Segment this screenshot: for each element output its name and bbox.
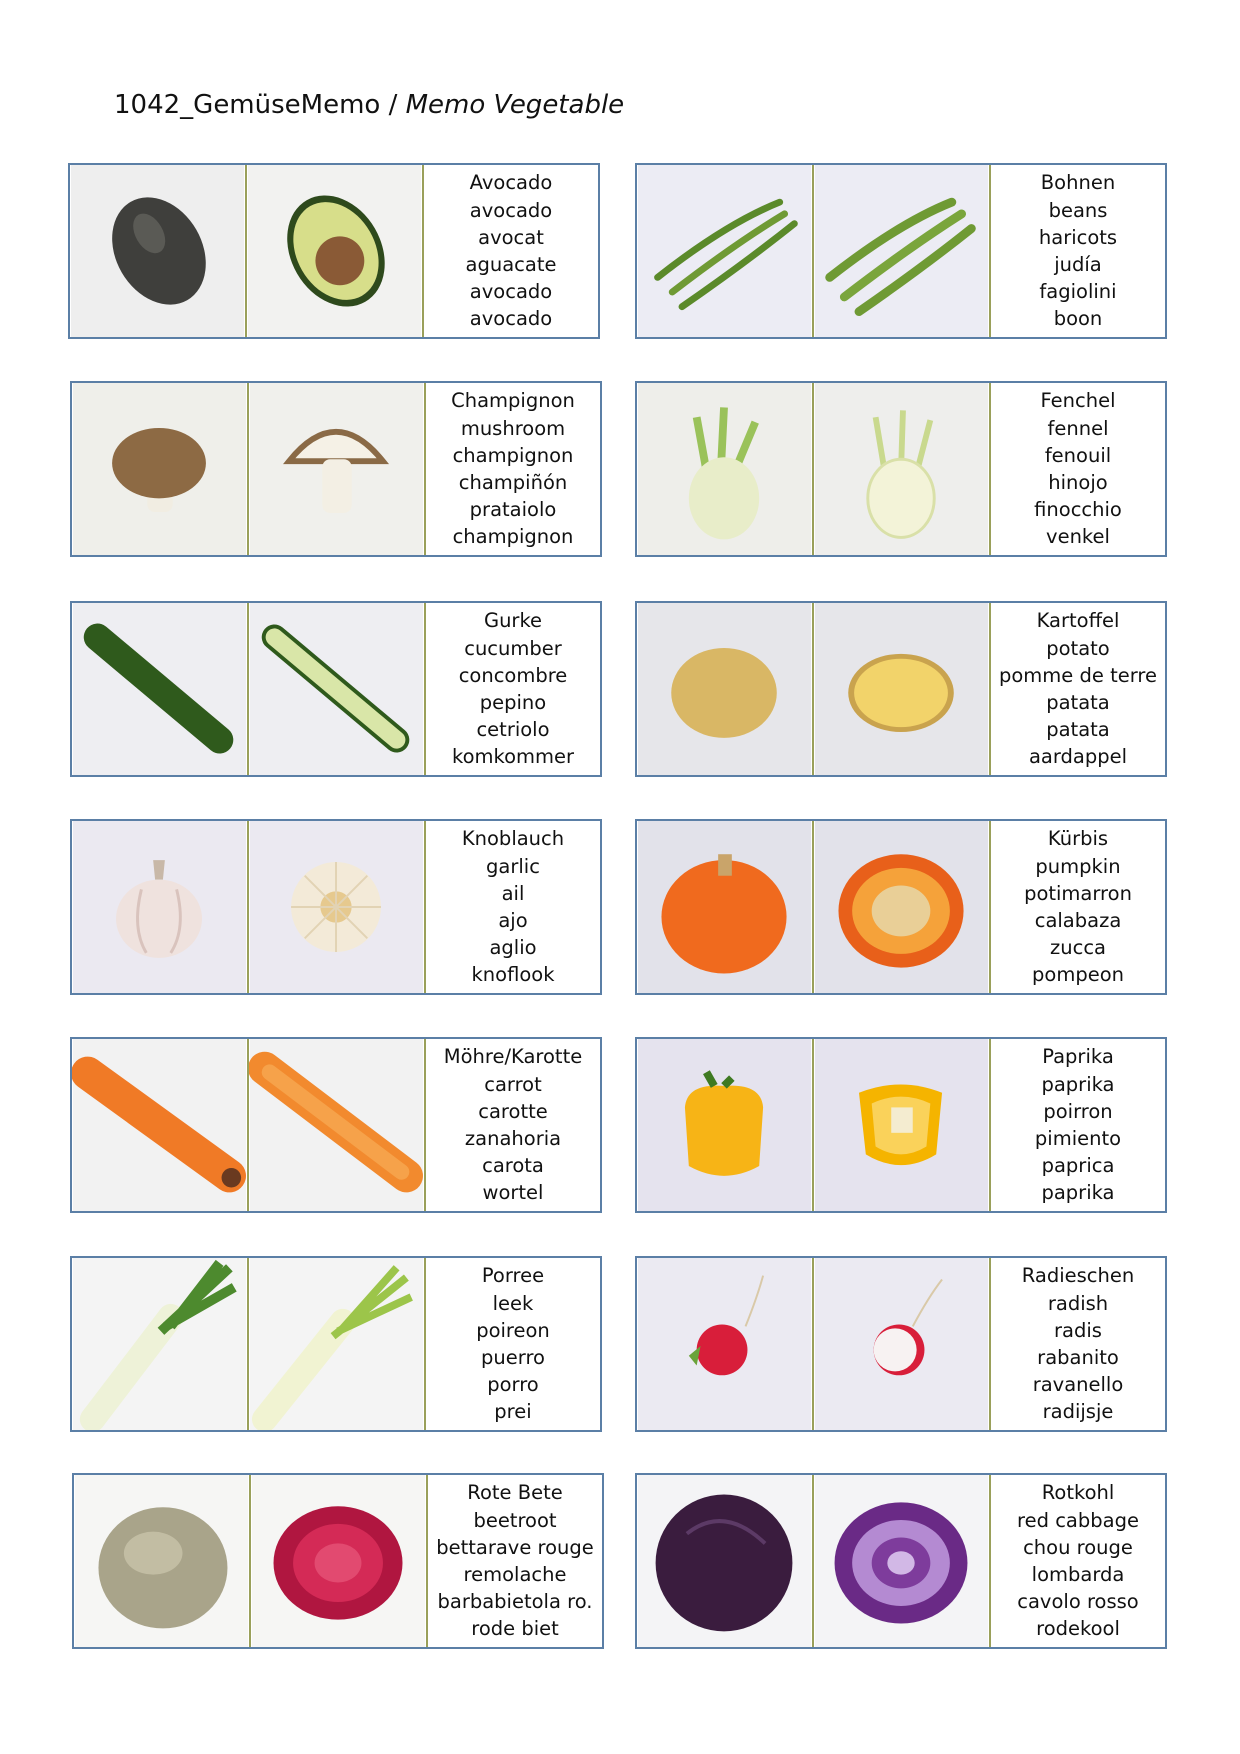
word-fr: fenouil <box>1044 443 1112 467</box>
word-es: pepino <box>479 691 547 714</box>
word-nl: boon <box>1053 307 1103 331</box>
word-fr: concombre <box>458 663 568 687</box>
beetroot-whole-photo <box>74 1475 251 1647</box>
garlic-half-photo <box>249 821 426 993</box>
title-italic: Memo Vegetable <box>405 90 625 120</box>
fennel-whole-photo <box>637 383 814 555</box>
card-words <box>426 603 600 775</box>
card-words <box>991 821 1165 993</box>
word-en: carrot <box>484 1072 542 1096</box>
word-en: leek <box>492 1291 534 1315</box>
word-de: Rotkohl <box>1041 1481 1115 1505</box>
word-de: Fenchel <box>1040 389 1116 413</box>
word-de: Bohnen <box>1040 171 1116 195</box>
word-nl: knoflook <box>471 963 555 987</box>
red-cabbage-half-photo <box>814 1475 991 1647</box>
leek-whole-photo <box>72 1258 249 1430</box>
word-de: Rote Bete <box>467 1481 563 1505</box>
word-fr: radis <box>1054 1318 1102 1342</box>
word-es: patata <box>1046 691 1110 714</box>
leek-sliced-photo <box>249 1258 426 1430</box>
card-words <box>991 165 1165 337</box>
word-it: ravanello <box>1032 1373 1124 1397</box>
red-cabbage-whole-photo <box>637 1475 814 1647</box>
beans-whole-photo <box>637 165 814 337</box>
cucumber-whole-photo <box>72 603 249 775</box>
word-es: ajo <box>498 909 528 932</box>
card-words <box>424 165 598 337</box>
mushroom-half-photo <box>249 383 426 555</box>
radish-whole-photo <box>637 1258 814 1430</box>
word-nl: prei <box>494 1400 532 1424</box>
word-it: barbabietola ro. <box>437 1590 593 1614</box>
word-it: fagiolini <box>1039 280 1117 304</box>
card-words <box>428 1475 602 1647</box>
card-leek[interactable] <box>70 1256 602 1432</box>
cucumber-sliced-photo <box>249 603 426 775</box>
word-it: paprica <box>1041 1154 1115 1178</box>
word-es: calabaza <box>1034 909 1122 932</box>
potato-whole-photo <box>637 603 814 775</box>
carrot-sliced-photo <box>249 1039 426 1211</box>
word-fr: champignon <box>452 443 574 467</box>
word-de: Paprika <box>1042 1045 1114 1069</box>
word-en: mushroom <box>460 416 566 440</box>
word-en: radish <box>1047 1291 1109 1315</box>
card-words <box>426 1039 600 1211</box>
word-nl: radijsje <box>1042 1400 1114 1424</box>
word-en: garlic <box>486 854 540 878</box>
word-fr: carotte <box>478 1099 548 1123</box>
title-plain: 1042_GemüseMemo / <box>114 90 398 120</box>
word-fr: pomme de terre <box>999 663 1157 687</box>
word-es: lombarda <box>1031 1563 1125 1586</box>
word-de: Champignon <box>451 389 575 413</box>
word-nl: aardappel <box>1028 745 1128 769</box>
word-es: hinojo <box>1048 471 1108 494</box>
word-es: aguacate <box>465 253 557 276</box>
card-words <box>991 383 1165 555</box>
pumpkin-whole-photo <box>637 821 814 993</box>
word-fr: potimarron <box>1024 881 1132 905</box>
word-en: red cabbage <box>1017 1508 1139 1532</box>
garlic-whole-photo <box>72 821 249 993</box>
paprika-half-photo <box>814 1039 991 1211</box>
card-words <box>426 821 600 993</box>
card-words <box>991 603 1165 775</box>
word-fr: avocat <box>478 225 544 249</box>
carrot-whole-photo <box>72 1039 249 1211</box>
word-fr: haricots <box>1038 225 1118 249</box>
word-fr: bettarave rouge <box>436 1535 594 1559</box>
word-it: porro <box>487 1373 539 1397</box>
word-en: potato <box>1046 636 1110 660</box>
word-es: champiñón <box>458 471 568 494</box>
card-carrot[interactable] <box>70 1037 602 1213</box>
word-es: pimiento <box>1034 1127 1122 1150</box>
word-de: Avocado <box>469 171 553 195</box>
card-radish[interactable] <box>635 1256 1167 1432</box>
card-fennel[interactable] <box>635 381 1167 557</box>
word-nl: komkommer <box>451 745 575 769</box>
card-words <box>991 1475 1165 1647</box>
word-de: Gurke <box>483 609 543 633</box>
word-en: fennel <box>1047 416 1109 440</box>
word-it: finocchio <box>1034 498 1122 522</box>
card-cucumber[interactable] <box>70 601 602 777</box>
avocado-whole-photo <box>70 165 247 337</box>
pumpkin-half-photo <box>814 821 991 993</box>
word-de: Radieschen <box>1021 1264 1135 1288</box>
card-pumpkin[interactable] <box>635 819 1167 995</box>
word-it: cavolo rosso <box>1017 1590 1139 1614</box>
word-nl: wortel <box>482 1181 544 1205</box>
word-it: cetriolo <box>476 718 550 742</box>
radish-half-photo <box>814 1258 991 1430</box>
word-en: beetroot <box>473 1508 557 1532</box>
page-title <box>114 90 624 120</box>
word-it: avocado <box>469 280 553 304</box>
card-potato[interactable] <box>635 601 1167 777</box>
card-beans[interactable] <box>635 163 1167 339</box>
card-avocado[interactable] <box>68 163 600 339</box>
word-en: beans <box>1048 198 1108 222</box>
word-es: rabanito <box>1037 1346 1119 1369</box>
word-nl: avocado <box>469 307 553 331</box>
word-es: puerro <box>481 1346 545 1369</box>
word-en: cucumber <box>464 636 562 660</box>
word-en: avocado <box>469 198 553 222</box>
word-de: Kartoffel <box>1036 609 1120 633</box>
card-words <box>426 383 600 555</box>
card-garlic[interactable] <box>70 819 602 995</box>
card-beetroot[interactable] <box>72 1473 604 1649</box>
card-red-cabbage[interactable] <box>635 1473 1167 1649</box>
card-paprika[interactable] <box>635 1037 1167 1213</box>
word-fr: chou rouge <box>1023 1535 1133 1559</box>
word-fr: poireon <box>476 1318 550 1342</box>
word-es: remolache <box>463 1563 567 1586</box>
word-de: Porree <box>481 1264 545 1288</box>
word-de: Kürbis <box>1047 827 1109 851</box>
word-nl: paprika <box>1041 1181 1115 1205</box>
word-es: judía <box>1054 253 1102 276</box>
avocado-half-photo <box>247 165 424 337</box>
word-nl: venkel <box>1046 525 1110 549</box>
fennel-half-photo <box>814 383 991 555</box>
word-nl: rode biet <box>471 1617 559 1641</box>
word-en: pumpkin <box>1035 854 1121 878</box>
word-de: Knoblauch <box>461 827 565 851</box>
word-fr: poirron <box>1043 1099 1113 1123</box>
word-es: zanahoria <box>464 1127 562 1150</box>
word-it: prataiolo <box>469 498 557 522</box>
word-nl: pompeon <box>1032 963 1124 987</box>
card-words <box>991 1258 1165 1430</box>
word-it: patata <box>1046 718 1110 742</box>
mushroom-whole-photo <box>72 383 249 555</box>
word-it: zucca <box>1050 936 1106 960</box>
card-words <box>991 1039 1165 1211</box>
beetroot-half-photo <box>251 1475 428 1647</box>
potato-half-photo <box>814 603 991 775</box>
card-words <box>426 1258 600 1430</box>
word-nl: rodekool <box>1036 1617 1120 1641</box>
word-it: carota <box>482 1154 544 1178</box>
word-fr: ail <box>501 881 525 905</box>
word-en: paprika <box>1041 1072 1115 1096</box>
word-de: Möhre/Karotte <box>443 1045 583 1069</box>
word-nl: champignon <box>452 525 574 549</box>
beans-open-photo <box>814 165 991 337</box>
paprika-whole-photo <box>637 1039 814 1211</box>
word-it: aglio <box>489 936 537 960</box>
card-mushroom[interactable] <box>70 381 602 557</box>
